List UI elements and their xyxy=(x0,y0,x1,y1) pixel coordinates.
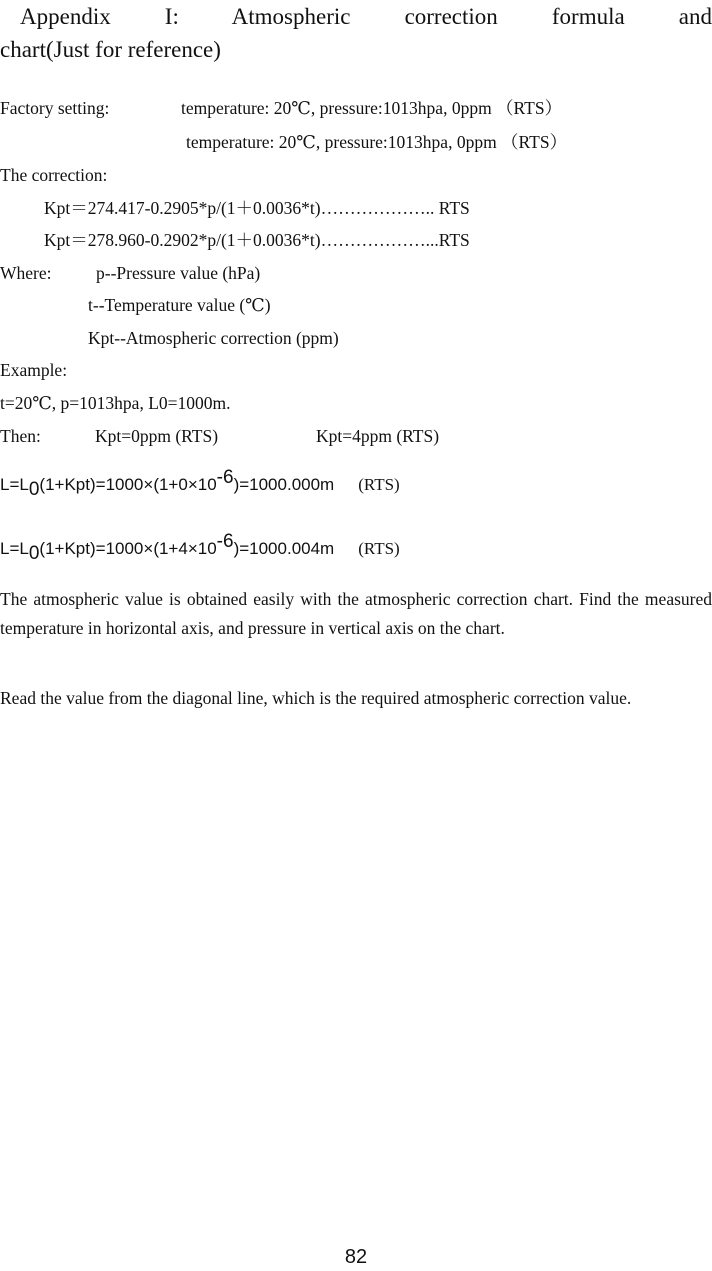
where-temperature: t--Temperature value (℃) xyxy=(88,295,271,315)
title-line-1: Appendix I: Atmospheric correction formula and xyxy=(20,4,712,29)
calc2-superscript: -6 xyxy=(216,531,234,552)
calc2-rts: (RTS) xyxy=(358,539,400,558)
appendix-title xyxy=(0,0,712,66)
then-result-2: Kpt=4ppm (RTS) xyxy=(316,426,440,446)
factory-setting-1: temperature: 20℃, pressure:1013hpa, 0ppm （RTS） xyxy=(181,98,563,118)
where-pressure: p--Pressure value (hPa) xyxy=(96,263,261,283)
correction-formula-2: Kpt＝278.960-0.2902*p/(1＋0.0036*t)………………...RTS xyxy=(44,230,470,250)
calculation-1 xyxy=(0,467,400,500)
diagonal-line-paragraph: Read the value from the diagonal line, which is the required atmospheric correction value. xyxy=(0,688,632,708)
correction-label: The correction: xyxy=(0,165,108,185)
calc1-part-b: (1+Kpt)=1000×(1+0×10 xyxy=(39,475,217,494)
correction-formula-1: Kpt＝274.417-0.2905*p/(1＋0.0036*t)……………….. RTS xyxy=(44,198,470,218)
calc2-subscript: 0 xyxy=(28,543,40,564)
calculation-2 xyxy=(0,531,400,564)
calc2-part-a: L=L xyxy=(0,539,29,558)
calc1-part-a: L=L xyxy=(0,475,29,494)
chart-instructions-paragraph: The atmospheric value is obtained easily with the atmospheric correction chart. Find the measured temperature in horizontal axis, and pressure in vertical axis on the chart. xyxy=(0,589,712,638)
example-label: Example: xyxy=(0,360,68,380)
calc2-part-b: (1+Kpt)=1000×(1+4×10 xyxy=(39,539,217,558)
then-result-1: Kpt=0ppm (RTS) xyxy=(95,426,219,446)
where-kpt: Kpt--Atmospheric correction (ppm) xyxy=(88,328,339,348)
factory-setting-2: temperature: 20℃, pressure:1013hpa, 0ppm （RTS） xyxy=(186,132,568,152)
title-line-2: chart(Just for reference) xyxy=(0,37,221,62)
where-label: Where: xyxy=(0,263,52,283)
calc1-rts: (RTS) xyxy=(358,475,400,494)
then-label: Then: xyxy=(0,426,41,446)
calc1-superscript: -6 xyxy=(216,467,234,488)
factory-setting-label: Factory setting: xyxy=(0,98,110,118)
calc2-part-c: )=1000.004m xyxy=(233,539,335,558)
page-number: 82 xyxy=(344,1246,368,1268)
calc1-part-c: )=1000.000m xyxy=(233,475,335,494)
example-conditions: t=20℃, p=1013hpa, L0=1000m. xyxy=(0,393,231,413)
calc1-subscript: 0 xyxy=(28,479,40,500)
